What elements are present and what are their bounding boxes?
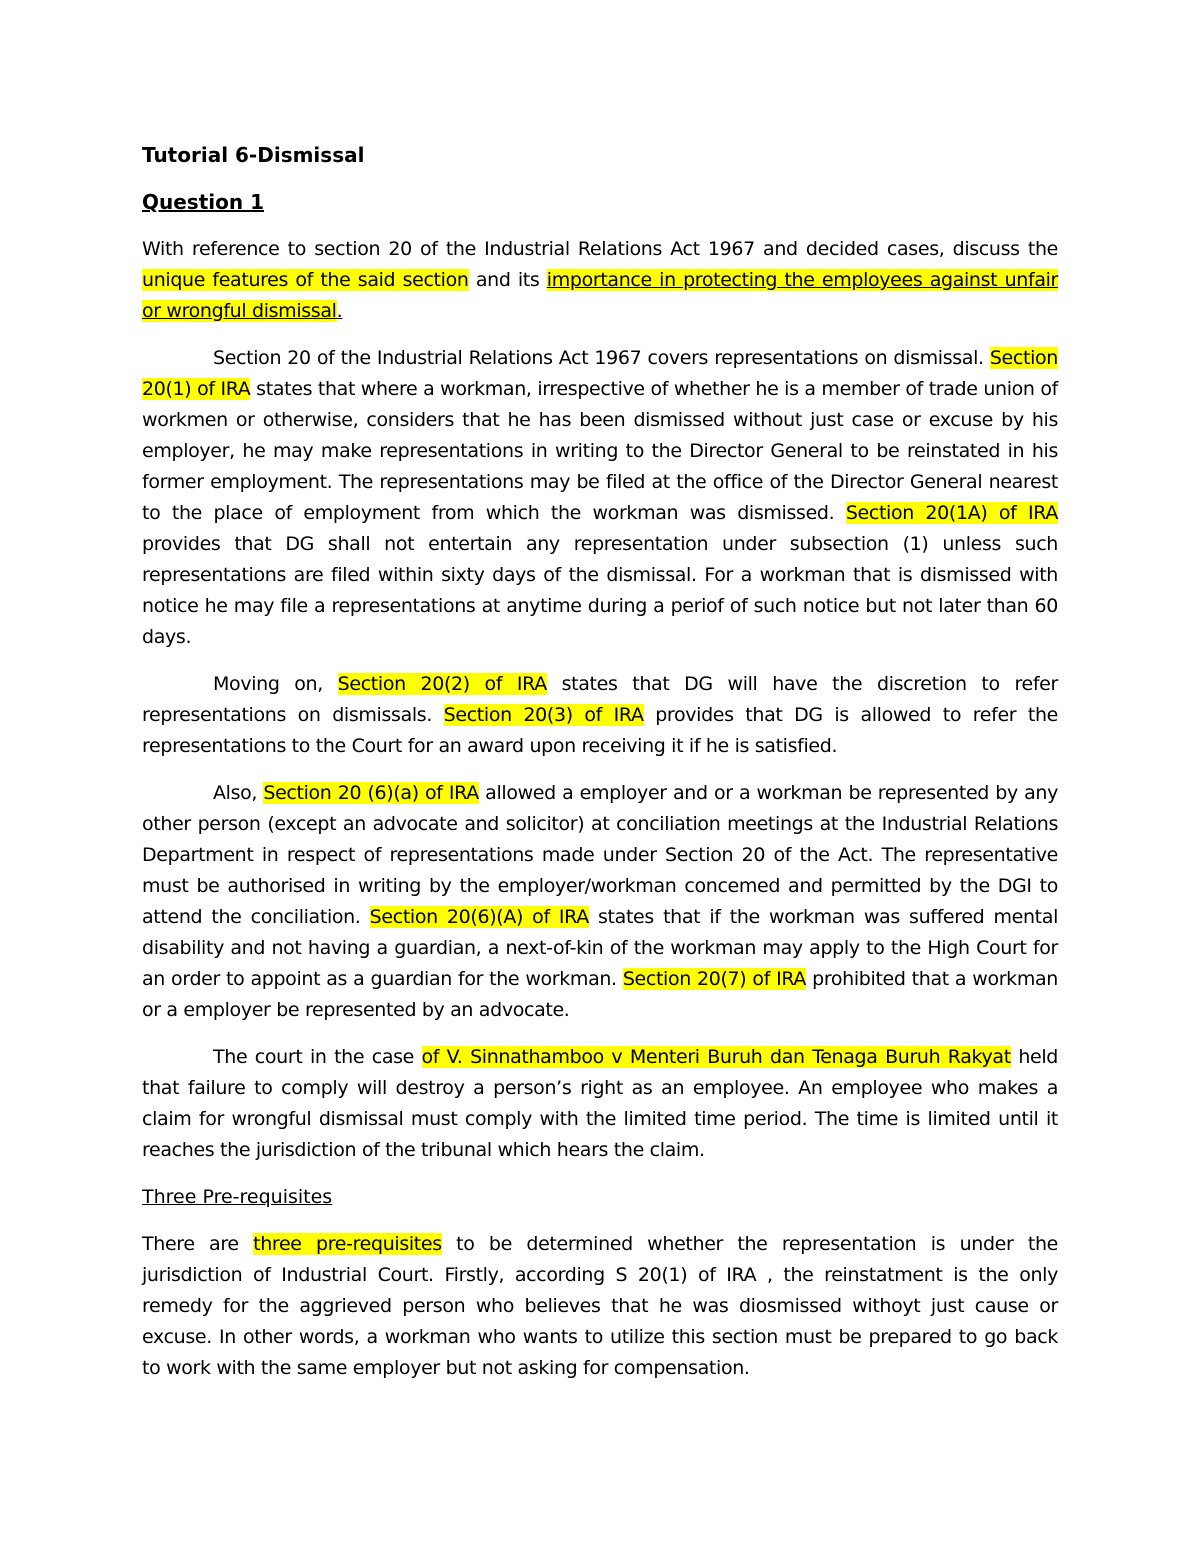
highlight-importance: importance in protecting the employees against unfair or wrongful dismissal <box>142 269 1058 322</box>
question-text-part: . <box>336 300 343 322</box>
question-text-part: and its <box>468 269 547 291</box>
highlight-section-20-7: Section 20(7) of IRA <box>622 968 807 990</box>
paragraph-pre-requisites <box>142 1229 1058 1384</box>
highlight-section-20-3: Section 20(3) of IRA <box>443 704 644 726</box>
highlight-section-20-1: Section 20(1) of IRA <box>142 347 1058 400</box>
paragraph-text: states that if the workman was suffered mental disability and not having a guardian, a next-of-kin of the workman may apply to the High Court for an order to appoint as a guardian for the workman. <box>142 906 1059 990</box>
paragraph-text: allowed a employer and or a workman be represented by any other person (except an advocate and solicitor) at conciliation meetings at the Industrial Relations Department in respect of representations made under Section 20 of the Act. The representative must be authorised in writing by the employer/workman concemed and permitted by the DGI to attend the conciliation. <box>142 782 1059 928</box>
document-body <box>142 140 1058 1400</box>
paragraph-text: Section 20 of the Industrial Relations Act 1967 covers representations on dismissal. <box>213 347 990 369</box>
paragraph-section-20-overview <box>142 343 1058 653</box>
paragraph-text: prohibited that a workman or a employer be represented by an advocate. <box>142 968 1058 1021</box>
question-heading: Question 1 <box>142 190 264 214</box>
paragraph-text: Also, <box>213 782 264 804</box>
paragraph-text: There are <box>142 1233 254 1255</box>
paragraph-text: held that failure to comply will destroy a person’s right as an employee. An employee who makes a claim for wrongful dismissal must comply with the limited time period. The time is limited until it reaches the jurisdiction of the tribunal which hears the claim. <box>142 1046 1058 1161</box>
paragraph-text: states that DG will have the discretion to refer representations on dismissals. <box>142 673 1058 726</box>
subheading-pre-requisites: Three Pre-requisites <box>142 1186 333 1208</box>
paragraph-section-20-2-3 <box>142 669 1058 762</box>
paragraph-text: provides that DG is allowed to refer the representations to the Court for an award upon receiving it if he is satisfied. <box>142 704 1058 757</box>
highlight-three-pre-requisites: three pre-requisites <box>253 1233 442 1255</box>
document-title: Tutorial 6-Dismissal <box>142 143 365 167</box>
paragraph-text: to be determined whether the representation is under the jurisdiction of Industrial Court. Firstly, according S 20(1) of IRA , the reinstatment is the only remedy for the aggrieved person who believes that he was diosmissed withoyt just cause or excuse. In other words, a workman who wants to utilize this section must be prepared to go back to work with the same employer but not asking for compensation. <box>142 1233 1058 1379</box>
highlight-case-name: of V. Sinnathamboo v Menteri Buruh dan Tenaga Buruh Rakyat <box>421 1046 1011 1068</box>
paragraph-text: provides that DG shall not entertain any representation under subsection (1) unless such representations are filed within sixty days of the dismissal. For a workman that is dismissed with notice he may file a representations at anytime during a periof of such notice but not later than 60 days. <box>142 533 1058 648</box>
highlight-unique-features: unique features of the said section <box>142 269 469 291</box>
highlight-section-20-6a: Section 20 (6)(a) of IRA <box>263 782 479 804</box>
paragraph-section-20-6-7 <box>142 778 1058 1026</box>
paragraph-case-law <box>142 1042 1058 1166</box>
paragraph-text: The court in the case <box>213 1046 422 1068</box>
highlight-section-20-1a: Section 20(1A) of IRA <box>845 502 1058 524</box>
paragraph-text: states that where a workman, irrespective of whether he is a member of trade union of workmen or otherwise, considers that he has been dismissed without just case or excuse by his employer, he may make representations in writing to the Director General to be reinstated in his former employment. The representations may be filed at the office of the Director General nearest to the place of employment from which the workman was dismissed. <box>142 378 1058 524</box>
question-text-part: With reference to section 20 of the Industrial Relations Act 1967 and decided cases, discuss the <box>142 238 1058 260</box>
paragraph-text: Moving on, <box>213 673 338 695</box>
question-text <box>142 234 1058 327</box>
highlight-section-20-6A: Section 20(6)(A) of IRA <box>369 906 589 928</box>
highlight-section-20-2: Section 20(2) of IRA <box>337 673 547 695</box>
